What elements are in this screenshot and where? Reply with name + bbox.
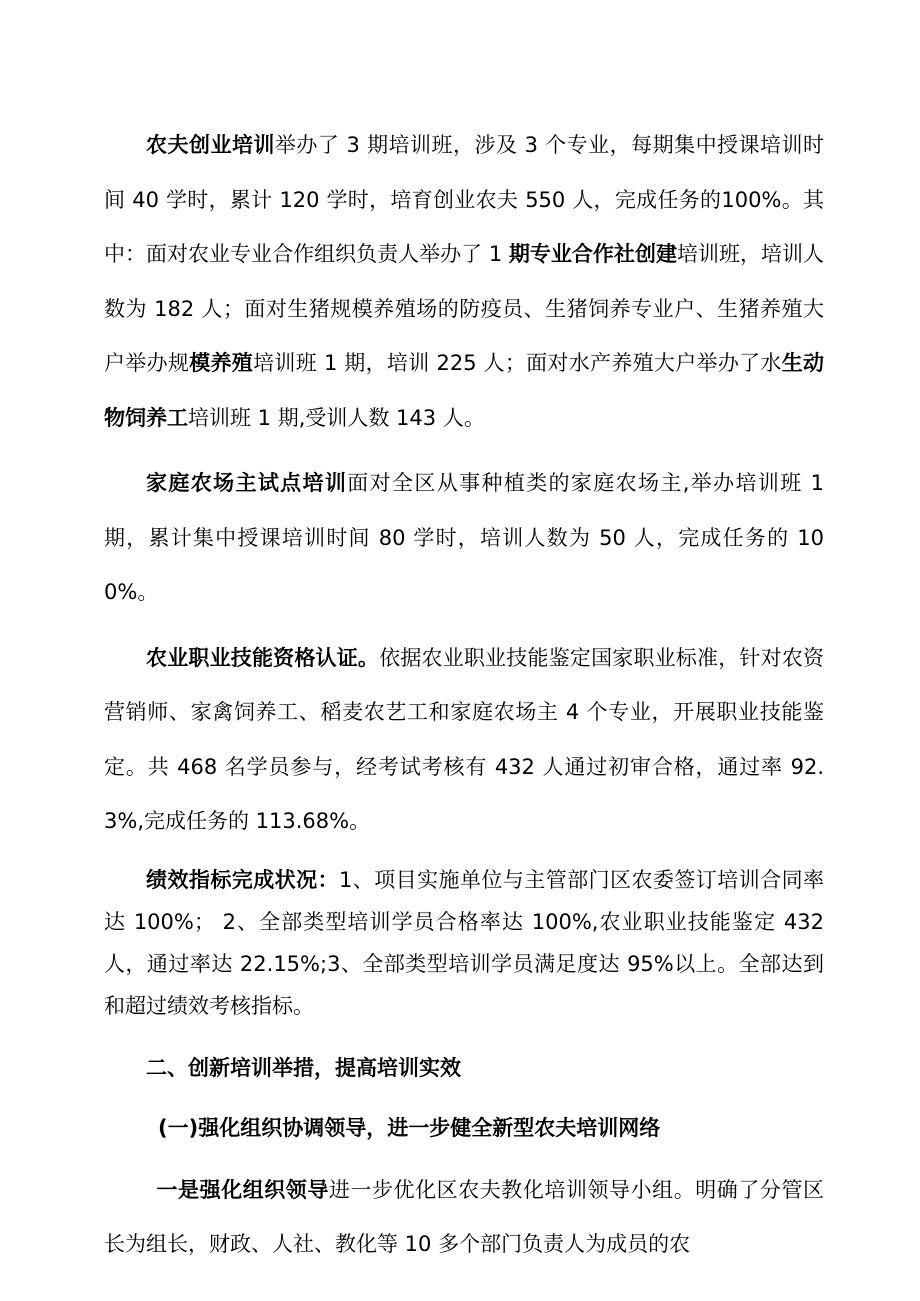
bold-phrase: 一是强化组织领导: [156, 1177, 329, 1202]
text-run: 进一步优化区农夫教化培训领导小组。明确了分管区长为组长，财政、人社、教化等 10 多个部门负责人为成员的农: [104, 1177, 825, 1256]
text-run: 举办了 3 期培训班，涉及 3 个专业，每期集中授课培训时间 40 学时，累计 120 学时，培育创业农夫 550 人，完成任务的100%。其中：面对农业专业合作组织负责人举办了 1: [104, 133, 824, 266]
text-run: 1、项目实施单位与主管部门区农委签订培训合同率达 100%； 2、全部类型培训学员合格率达 100%,农业职业技能鉴定 432 人，通过率达 22.15%;3、全部类型培训学员满足度达 95%以上。全部达到和超过绩效考核指标。: [104, 867, 825, 1018]
bold-phrase: 生动物饲养工: [104, 351, 825, 430]
paragraph-organization-leadership: [104, 1163, 824, 1272]
bold-phrase: 家庭农场主试点培训: [146, 471, 348, 495]
paragraph-farmer-startup-training: [104, 118, 824, 445]
subsection-heading: (一)强化组织协调领导，进一步健全新型农夫培训网络: [158, 1115, 661, 1140]
bold-phrase: 模养殖: [189, 351, 254, 375]
text-run: 面对全区从事种植类的家庭农场主,举办培训班 1 期，累计集中授课培训时间 80 学时，培训人数为 50 人，完成任务的 100%。: [104, 471, 824, 604]
bold-phrase: 农业职业技能资格认证。: [146, 645, 380, 670]
text-run: 培训班，培训人数为 182 人；面对生猪规模养殖场的防疫员、生猪饲养专业户、生猪养殖大户举办规: [104, 242, 825, 375]
bold-phrase: 农夫创业培训: [146, 133, 275, 157]
bold-phrase: 期专业合作社创建: [508, 242, 677, 266]
text-run: 培训班 1 期,受训人数 143 人。: [188, 405, 485, 430]
paragraph-family-farm-training: [104, 456, 824, 620]
paragraph-performance-indicators: [104, 859, 824, 1027]
text-run: 依据农业职业技能鉴定国家职业标准，针对农资营销师、家禽饲养工、稻麦农艺工和家庭农场主 4 个专业，开展职业技能鉴定。共 468 名学员参与，经考试考核有 432 人通过初审合格，通过率 92.3%,完成任务的 113.68%。: [104, 645, 825, 833]
section-heading: 二、创新培训举措，提高培训实效: [146, 1055, 461, 1080]
text-run: 培训班 1 期，培训 225 人；面对水产养殖大户举办了水: [253, 351, 782, 375]
bold-phrase: 绩效指标完成状况：: [146, 867, 339, 892]
paragraph-skill-certification: [104, 631, 824, 849]
